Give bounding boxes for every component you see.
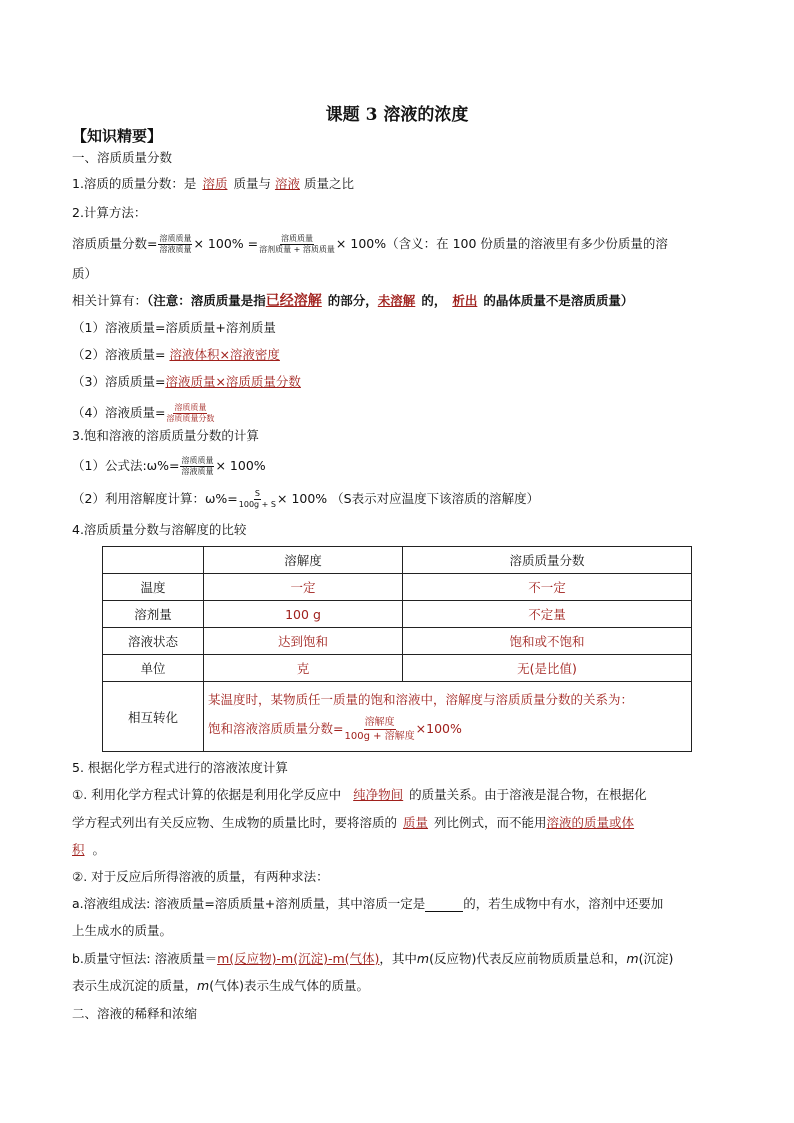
method-b-cont: 表示生成沉淀的质量，m(气体)表示生成气体的质量。 — [72, 978, 369, 993]
para-1-line-3: 积 。 — [72, 842, 106, 857]
definition-line: 1.溶质的质量分数：是 溶质 质量与 溶液 质量之比 — [72, 176, 354, 191]
table-row — [103, 574, 692, 601]
related-line: 相关计算有：（注意：溶质质量是指已经溶解 的部分，未溶解 的， 析出 的晶体质量不是溶质质量） — [72, 293, 634, 309]
table-row — [103, 628, 692, 655]
fraction: $\frac{\text{溶质质量}}{\text{溶液质量}}$ — [181, 456, 214, 476]
def-blank-1: 溶质 — [202, 176, 228, 191]
table-cell: 克 — [204, 655, 403, 682]
table-row — [103, 601, 692, 628]
p1-blank-2: 质量 — [403, 815, 429, 830]
table-row — [103, 682, 692, 752]
conversion-cell: 某温度时，某物质任一质量的饱和溶液中，溶解度与溶质质量分数的关系为： 饱和溶液溶质质量分数= $\frac{\text{溶解度}}{\text{100g + 溶解度}}$ ×100% — [204, 682, 692, 752]
fraction: $\frac{\text{溶质质量}}{\text{溶剂质量 + 溶质质量}}$ — [259, 234, 335, 254]
table-cell: 相互转化 — [103, 682, 204, 752]
item-4: （4）溶液质量= $\frac{\text{溶质质量}}{\text{溶质质量分数}}$ — [72, 403, 215, 423]
table-cell: 一定 — [204, 574, 403, 601]
table-cell: 不定量 — [403, 601, 692, 628]
sat-heading: 3.饱和溶液的溶质质量分数的计算 — [72, 428, 259, 443]
p1-blank-1: 纯净物间 — [353, 787, 404, 802]
fraction: $\frac{\text{溶质质量}}{\text{溶液质量}}$ — [159, 234, 192, 254]
item-2: （2）溶液质量= 溶液体积×溶液密度 — [72, 347, 284, 363]
item-3: （3）溶质质量=溶液质量×溶质质量分数 — [72, 374, 301, 389]
table-cell: 无(是比值) — [403, 655, 692, 682]
meaning-cont: 质） — [72, 266, 98, 281]
table-cell: 溶液状态 — [103, 628, 204, 655]
sat-formula-2: （2）利用溶解度计算：ω%= $\frac{S}{100g + S}$ × 100% （S表示对应温度下该溶质的溶解度） — [72, 489, 540, 509]
item-3-blank: 溶液质量×溶质质量分数 — [165, 374, 301, 389]
sat-formula-1: （1）公式法:ω%= $\frac{\text{溶质质量}}{\text{溶液质量}}$ × 100% — [72, 456, 266, 476]
item-1: （1）溶液质量=溶质质量+溶剂质量 — [72, 320, 276, 335]
table-cell: 达到饱和 — [204, 628, 403, 655]
p1-blank-3: 溶液的质量或体 — [546, 815, 635, 830]
formula-line: 溶质质量分数= $\frac{\text{溶质质量}}{\text{溶液质量}}$ × 100% = $\frac{\text{溶质质量}}{\text{溶剂质量 + 溶质质量}}$ × 100%（含义：在 100 份质量的溶液里有多少份质量的溶 — [72, 234, 668, 254]
para-1-line-2: 学方程式列出有关反应物、生成物的质量比时，要将溶质的 质量 列比例式，而不能用溶液的质量或体 — [72, 815, 635, 830]
table-cell: 溶剂量 — [103, 601, 204, 628]
calc-heading: 2.计算方法： — [72, 205, 147, 220]
table-row — [103, 655, 692, 682]
fraction: $\frac{\text{溶解度}}{\text{100g + 溶解度}}$ — [344, 717, 415, 742]
heading-part2: 二、溶液的稀释和浓缩 — [72, 1006, 198, 1021]
table-cell: 100 g — [204, 601, 403, 628]
table-header-cell: 溶质质量分数 — [403, 547, 692, 574]
cmp-heading: 4.溶质质量分数与溶解度的比较 — [72, 522, 247, 537]
heading-part5: 5. 根据化学方程式进行的溶液浓度计算 — [72, 760, 288, 775]
fraction: $\frac{\text{溶质质量}}{\text{溶质质量分数}}$ — [166, 403, 215, 423]
table-cell: 温度 — [103, 574, 204, 601]
para-1-line-1: ①. 利用化学方程式计算的依据是利用化学反应中 纯净物间 的质量关系。由于溶液是混合物，在根据化 — [72, 787, 647, 802]
method-a: a.溶液组成法: 溶液质量=溶质质量+溶剂质量，其中溶质一定是 的，若生成物中有水，溶剂中还要加 — [72, 896, 664, 911]
note-blank-3: 析出 — [452, 293, 478, 308]
item-2-blank: 溶液体积×溶液密度 — [169, 347, 280, 362]
def-blank-2: 溶液 — [274, 176, 300, 191]
page-title: 课题 3 溶液的浓度 — [325, 105, 469, 125]
table-cell: 饱和或不饱和 — [403, 628, 692, 655]
para-2: ②. 对于反应后所得溶液的质量，有两种求法： — [72, 869, 329, 884]
table-header-cell: 溶解度 — [204, 547, 403, 574]
table-header-cell — [103, 547, 204, 574]
method-b: b.质量守恒法: 溶液质量＝m(反应物)-m(沉淀)-m(气体)，其中m(反应物)代表反应前物质质量总和，m(沉淀) — [72, 951, 674, 966]
method-b-blank: m(反应物)-m(沉淀)-m(气体) — [217, 951, 380, 966]
table-cell: 单位 — [103, 655, 204, 682]
note-blank-2: 未溶解 — [377, 293, 416, 308]
section-header: 【知识精要】 — [72, 127, 163, 145]
answer-blank — [425, 899, 463, 912]
comparison-table — [102, 546, 692, 752]
table-cell: 不一定 — [403, 574, 692, 601]
fraction: $\frac{S}{100g + S}$ — [238, 489, 276, 509]
heading-part1: 一、溶质质量分数 — [72, 150, 173, 165]
table-header-row — [103, 547, 692, 574]
method-a-cont: 上生成水的质量。 — [72, 923, 173, 938]
note-blank-1: 已经溶解 — [265, 293, 322, 309]
